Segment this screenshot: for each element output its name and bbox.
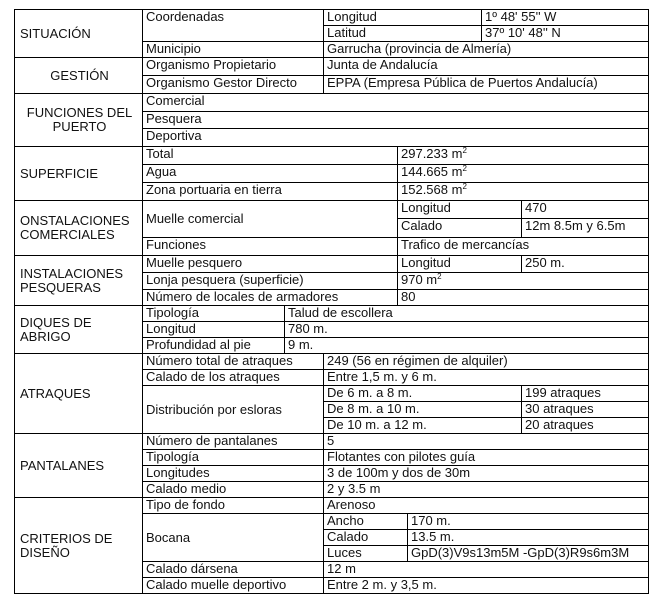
category-label: SITUACIÓN <box>20 25 91 41</box>
cell-text: Arenoso <box>327 497 376 512</box>
cell-text: 20 atraques <box>525 417 594 432</box>
cell-text: Calado dársena <box>146 561 238 576</box>
cell-text: 970 m <box>401 272 438 287</box>
cell-text: 37º 10' 48'' N <box>485 25 561 40</box>
cell-text: Longitud <box>401 200 451 215</box>
bocana-calado-value <box>407 529 649 546</box>
lonja-value <box>397 272 649 290</box>
cell-text: Latitud <box>327 25 367 40</box>
latitud-value <box>481 25 649 42</box>
dique-longitud-label <box>142 321 285 338</box>
pantalanes-longitudes-label <box>142 465 324 482</box>
cell-text: Profundidad al pie <box>146 337 251 352</box>
category-label: PUERTO <box>52 119 107 134</box>
cell-text: Longitud <box>401 255 451 270</box>
category-label: ABRIGO <box>20 328 71 344</box>
cell-text: 3 de 100m y dos de 30m <box>327 465 471 480</box>
pantalanes-calado-value <box>323 481 649 498</box>
cell-text: Trafico de mercancías <box>401 237 530 252</box>
cell-text: 13.5 m. <box>411 529 455 544</box>
cell-text: Longitudes <box>146 465 210 480</box>
total-label <box>142 146 398 165</box>
cell-text: 9 m. <box>288 337 314 352</box>
category-label: ATRAQUES <box>20 385 91 401</box>
dique-longitud-value <box>284 321 649 338</box>
muelle-pesquero-label <box>142 255 398 273</box>
cell-text: Talud de escollera <box>288 305 393 320</box>
latitud-label <box>323 25 482 42</box>
cell-text: Tipología <box>146 449 199 464</box>
cell-text: Luces <box>327 545 362 560</box>
cell-text: 12m 8.5m y 6.5m <box>525 218 626 233</box>
cell-text: 297.233 m <box>401 146 463 161</box>
cell-text: 170 m. <box>411 513 451 528</box>
agua-value <box>397 164 649 183</box>
category-label: ONSTALACIONES <box>20 213 130 228</box>
funcion-pesquera <box>142 111 649 129</box>
total-value <box>397 146 649 165</box>
darsena-value <box>323 561 649 578</box>
cell-text: De 6 m. a 8 m. <box>327 385 413 400</box>
cell-text: 12 m <box>327 561 356 576</box>
pantalanes-calado-label <box>142 481 324 498</box>
distribucion-range <box>323 417 522 434</box>
dique-profundidad-label <box>142 337 285 354</box>
coordenadas-label <box>142 9 324 42</box>
cell-text: Comercial <box>146 93 205 108</box>
lonja-label <box>142 272 398 290</box>
dique-profundidad-value <box>284 337 649 354</box>
cell-text: Entre 2 m. y 3,5 m. <box>327 577 437 592</box>
distribucion-range <box>323 385 522 402</box>
category-label: CRITERIOS DE <box>20 530 113 546</box>
cell-text: Lonja pesquera (superficie) <box>146 272 304 287</box>
category-atraques <box>14 353 143 434</box>
cell-text: Municipio <box>146 41 201 56</box>
darsena-label <box>142 561 324 578</box>
cell-text: Calado medio <box>146 481 227 496</box>
comercial-calado-label <box>397 218 522 238</box>
cell-text: Entre 1,5 m. y 6 m. <box>327 369 437 384</box>
cell-text: Longitud <box>146 321 196 336</box>
propietario-value <box>323 57 649 76</box>
cell-text: Número total de atraques <box>146 353 293 368</box>
cell-text: Organismo Gestor Directo <box>146 75 297 90</box>
comercial-longitud-value <box>521 200 649 219</box>
cell-text: 144.665 m <box>401 164 463 179</box>
fondo-value <box>323 497 649 514</box>
ancho-label <box>323 513 408 530</box>
locales-value <box>397 289 649 306</box>
cell-text: Agua <box>146 164 177 179</box>
atraques-numero-label <box>142 353 324 370</box>
pantalanes-tipologia-value <box>323 449 649 466</box>
cell-text: 2 y 3.5 m <box>327 481 381 496</box>
deportivo-label <box>142 577 324 594</box>
distribucion-range <box>323 401 522 418</box>
cell-text: Organismo Propietario <box>146 57 277 72</box>
category-comerciales <box>14 200 143 256</box>
unit-exponent: 2 <box>462 164 467 173</box>
locales-label <box>142 289 398 306</box>
atraques-calado-label <box>142 369 324 386</box>
pesquero-longitud-value <box>521 255 649 273</box>
cell-text: Calado <box>401 218 443 233</box>
cell-text: Flotantes con pilotes guía <box>327 449 476 464</box>
tierra-label <box>142 182 398 201</box>
cell-text: Zona portuaria en tierra <box>146 182 282 197</box>
category-situacion <box>14 9 143 58</box>
cell-text: Tipología <box>146 305 199 320</box>
unit-exponent: 2 <box>462 182 467 191</box>
category-label: PANTALANES <box>20 457 105 473</box>
municipio-value <box>323 41 649 58</box>
fondo-label <box>142 497 324 514</box>
cell-text: Calado <box>327 529 369 544</box>
cell-text: De 10 m. a 12 m. <box>327 417 427 432</box>
category-label: FUNCIONES DEL <box>26 105 133 120</box>
distribucion-count <box>521 401 649 418</box>
luces-label <box>323 545 408 562</box>
unit-exponent: 2 <box>437 272 442 281</box>
comercial-funciones-value <box>397 237 649 256</box>
longitud-label <box>323 9 482 26</box>
deportivo-value <box>323 577 649 594</box>
dique-tipologia-label <box>142 305 285 322</box>
pantalanes-longitudes-value <box>323 465 649 482</box>
cell-text: Calado muelle deportivo <box>146 577 287 592</box>
gestor-label <box>142 75 324 94</box>
comercial-longitud-label <box>397 200 522 219</box>
cell-text: Coordenadas <box>146 9 225 24</box>
muelle-comercial-label <box>142 200 398 238</box>
cell-text: Distribución por esloras <box>146 401 282 417</box>
category-superficie <box>14 146 143 201</box>
atraques-calado-value <box>323 369 649 386</box>
ancho-value <box>407 513 649 530</box>
category-label: DIQUES DE <box>20 314 92 330</box>
category-funciones <box>14 93 143 147</box>
cell-text: Bocana <box>146 529 191 545</box>
dique-tipologia-value <box>284 305 649 322</box>
category-gestion <box>14 57 143 94</box>
unit-exponent: 2 <box>462 146 467 155</box>
category-label: SUPERFICIE <box>20 165 99 181</box>
cell-text: Junta de Andalucía <box>327 57 438 72</box>
category-label: COMERCIALES <box>20 227 115 242</box>
cell-text: GpD(3)V9s13m5M -GpD(3)R9s6m3M <box>411 545 630 560</box>
funcion-deportiva <box>142 128 649 147</box>
category-label: DISEÑO <box>20 544 70 560</box>
bocana-label <box>142 513 324 562</box>
bocana-calado-label <box>323 529 408 546</box>
distribucion-count <box>521 417 649 434</box>
cell-text: Número de pantalanes <box>146 433 278 448</box>
category-label: INSTALACIONES <box>20 265 124 281</box>
comercial-calado-value <box>521 218 649 238</box>
cell-text: Longitud <box>327 9 377 24</box>
cell-text: 152.568 m <box>401 182 463 197</box>
cell-text: Total <box>146 146 174 161</box>
cell-text: Pesquera <box>146 111 202 126</box>
agua-label <box>142 164 398 183</box>
atraques-numero-value <box>323 353 649 370</box>
category-pantalanes <box>14 433 143 498</box>
cell-text: 5 <box>327 433 335 448</box>
cell-text: 250 m. <box>525 255 565 270</box>
pantalanes-numero-value <box>323 433 649 450</box>
cell-text: 780 m. <box>288 321 328 336</box>
propietario-label <box>142 57 324 76</box>
category-criterios <box>14 497 143 594</box>
pantalanes-numero-label <box>142 433 324 450</box>
cell-text: EPPA (Empresa Pública de Puertos Andalucía) <box>327 75 598 90</box>
cell-text: Deportiva <box>146 128 202 143</box>
comercial-funciones-label <box>142 237 398 256</box>
tierra-value <box>397 182 649 201</box>
cell-text: Número de locales de armadores <box>146 289 339 304</box>
category-pesqueras <box>14 255 143 306</box>
cell-text: Muelle pesquero <box>146 255 243 270</box>
cell-text: De 8 m. a 10 m. <box>327 401 420 416</box>
distribucion-label <box>142 385 324 434</box>
pesquero-longitud-label <box>397 255 522 273</box>
category-label: GESTIÓN <box>50 67 109 83</box>
cell-text: Garrucha (provincia de Almería) <box>327 41 512 56</box>
cell-text: 30 atraques <box>525 401 594 416</box>
cell-text: Muelle comercial <box>146 211 244 226</box>
category-label: PESQUERAS <box>20 279 101 295</box>
distribucion-count <box>521 385 649 402</box>
pantalanes-tipologia-label <box>142 449 324 466</box>
luces-value <box>407 545 649 562</box>
cell-text: 1º 48' 55'' W <box>485 9 557 24</box>
cell-text: 470 <box>525 200 547 215</box>
cell-text: Tipo de fondo <box>146 497 226 512</box>
cell-text: Funciones <box>146 237 206 252</box>
cell-text: Calado de los atraques <box>146 369 280 384</box>
longitud-value <box>481 9 649 26</box>
category-diques <box>14 305 143 354</box>
funcion-comercial <box>142 93 649 112</box>
cell-text: 199 atraques <box>525 385 601 400</box>
cell-text: 249 (56 en régimen de alquiler) <box>327 353 508 368</box>
municipio-label <box>142 41 324 58</box>
cell-text: 80 <box>401 289 416 304</box>
gestor-value <box>323 75 649 94</box>
cell-text: Ancho <box>327 513 364 528</box>
